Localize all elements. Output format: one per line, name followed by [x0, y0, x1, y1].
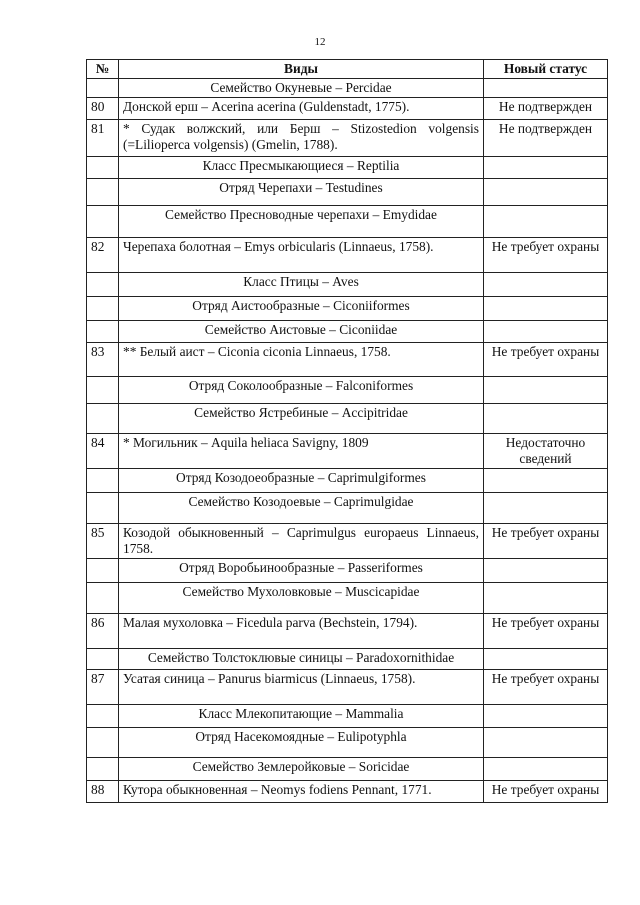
taxon-group-row — [87, 206, 608, 238]
row-number: 87 — [87, 670, 119, 705]
taxon-name: Класс Пресмыкающиеся – Reptilia — [119, 157, 484, 179]
species-row — [87, 781, 608, 803]
taxon-name: Семейство Окуневые – Percidae — [119, 79, 484, 98]
table-header-row — [87, 60, 608, 79]
page-number: 12 — [314, 36, 326, 48]
row-number — [87, 758, 119, 781]
row-number: 80 — [87, 98, 119, 120]
taxon-name: Отряд Козодоеобразные – Caprimulgiformes — [119, 469, 484, 493]
status-cell: Не требует охраны — [484, 781, 608, 803]
status-cell — [484, 377, 608, 404]
species-name: Черепаха болотная – Emys orbicularis (Linnaeus, 1758). — [119, 238, 484, 273]
species-status-table — [86, 59, 608, 803]
taxon-name: Семейство Мухоловковые – Muscicapidae — [119, 583, 484, 614]
status-cell — [484, 728, 608, 758]
taxon-name: Семейство Пресноводные черепахи – Emydidae — [119, 206, 484, 238]
status-cell — [484, 705, 608, 728]
species-row — [87, 524, 608, 559]
species-row — [87, 614, 608, 649]
taxon-group-row — [87, 559, 608, 583]
row-number — [87, 179, 119, 206]
species-row — [87, 434, 608, 469]
taxon-group-row — [87, 583, 608, 614]
taxon-name: Отряд Воробьинообразные – Passeriformes — [119, 559, 484, 583]
row-number — [87, 559, 119, 583]
row-number — [87, 649, 119, 670]
taxon-group-row — [87, 179, 608, 206]
taxon-name: Семейство Аистовые – Ciconiidae — [119, 321, 484, 343]
status-cell — [484, 583, 608, 614]
row-number — [87, 583, 119, 614]
taxon-group-row — [87, 705, 608, 728]
status-cell — [484, 559, 608, 583]
status-cell — [484, 179, 608, 206]
row-number — [87, 404, 119, 434]
taxon-name: Отряд Соколообразные – Falconiformes — [119, 377, 484, 404]
row-number: 86 — [87, 614, 119, 649]
species-name: Козодой обыкновенный – Caprimulgus europaeus Linnaeus, 1758. — [119, 524, 484, 559]
row-number — [87, 321, 119, 343]
row-number — [87, 273, 119, 297]
species-row — [87, 670, 608, 705]
taxon-name: Семейство Толстоклювые синицы – Paradoxornithidae — [119, 649, 484, 670]
taxon-name: Отряд Аистообразные – Ciconiiformes — [119, 297, 484, 321]
species-name: ** Белый аист – Ciconia ciconia Linnaeus, 1758. — [119, 343, 484, 377]
species-name: Донской ерш – Acerina acerina (Guldenstadt, 1775). — [119, 98, 484, 120]
row-number — [87, 206, 119, 238]
species-name: * Судак волжский, или Берш – Stizostedion volgensis (=Lilioperca volgensis) (Gmelin, 1788). — [119, 120, 484, 157]
row-number — [87, 79, 119, 98]
taxon-group-row — [87, 157, 608, 179]
status-cell — [484, 157, 608, 179]
species-row — [87, 120, 608, 157]
header-number: № — [87, 60, 119, 79]
taxon-name: Семейство Ястребиные – Accipitridae — [119, 404, 484, 434]
row-number — [87, 297, 119, 321]
row-number: 83 — [87, 343, 119, 377]
status-cell: Недостаточно сведений — [484, 434, 608, 469]
taxon-group-row — [87, 404, 608, 434]
row-number — [87, 157, 119, 179]
taxon-group-row — [87, 297, 608, 321]
species-name: Усатая синица – Panurus biarmicus (Linnaeus, 1758). — [119, 670, 484, 705]
status-cell — [484, 321, 608, 343]
header-species: Виды — [119, 60, 484, 79]
taxon-group-row — [87, 377, 608, 404]
row-number: 81 — [87, 120, 119, 157]
taxon-group-row — [87, 728, 608, 758]
taxon-name: Семейство Землеройковые – Soricidae — [119, 758, 484, 781]
taxon-group-row — [87, 273, 608, 297]
status-cell — [484, 493, 608, 524]
status-cell — [484, 404, 608, 434]
species-row — [87, 238, 608, 273]
row-number: 84 — [87, 434, 119, 469]
taxon-name: Отряд Насекомоядные – Eulipotyphla — [119, 728, 484, 758]
taxon-group-row — [87, 649, 608, 670]
row-number — [87, 469, 119, 493]
status-cell — [484, 758, 608, 781]
status-cell — [484, 649, 608, 670]
taxon-group-row — [87, 321, 608, 343]
row-number — [87, 728, 119, 758]
status-cell — [484, 273, 608, 297]
taxon-name: Семейство Козодоевые – Caprimulgidae — [119, 493, 484, 524]
taxon-name: Класс Млекопитающие – Mammalia — [119, 705, 484, 728]
row-number: 85 — [87, 524, 119, 559]
row-number: 82 — [87, 238, 119, 273]
species-name: * Могильник – Aquila heliaca Savigny, 1809 — [119, 434, 484, 469]
status-cell: Не требует охраны — [484, 238, 608, 273]
header-status: Новый статус — [484, 60, 608, 79]
species-name: Кутора обыкновенная – Neomys fodiens Pennant, 1771. — [119, 781, 484, 803]
species-name: Малая мухоловка – Ficedula parva (Bechstein, 1794). — [119, 614, 484, 649]
status-cell — [484, 297, 608, 321]
taxon-group-row — [87, 493, 608, 524]
taxon-name: Класс Птицы – Aves — [119, 273, 484, 297]
row-number — [87, 493, 119, 524]
status-cell: Не требует охраны — [484, 614, 608, 649]
status-cell — [484, 469, 608, 493]
taxon-group-row — [87, 469, 608, 493]
row-number: 88 — [87, 781, 119, 803]
taxon-group-row — [87, 758, 608, 781]
table-body — [87, 79, 608, 803]
species-row — [87, 343, 608, 377]
row-number — [87, 377, 119, 404]
status-cell: Не подтвержден — [484, 120, 608, 157]
status-cell: Не требует охраны — [484, 343, 608, 377]
taxon-group-row — [87, 79, 608, 98]
status-cell — [484, 79, 608, 98]
status-cell: Не подтвержден — [484, 98, 608, 120]
status-cell — [484, 206, 608, 238]
row-number — [87, 705, 119, 728]
status-cell: Не требует охраны — [484, 670, 608, 705]
species-row — [87, 98, 608, 120]
taxon-name: Отряд Черепахи – Testudines — [119, 179, 484, 206]
status-cell: Не требует охраны — [484, 524, 608, 559]
